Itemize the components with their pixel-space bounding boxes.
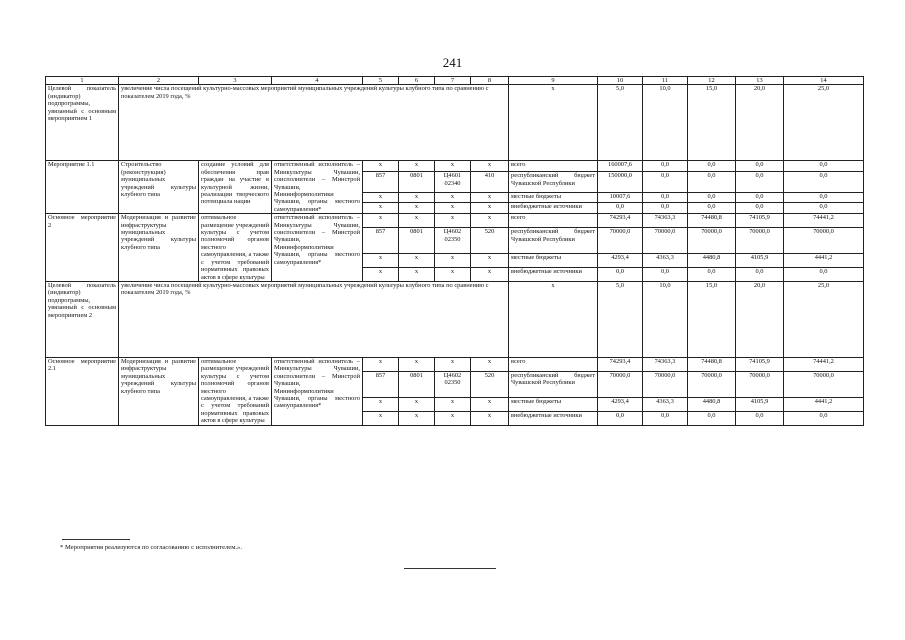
indicator-row xyxy=(46,281,864,357)
funding-value: 0,0 xyxy=(598,268,643,282)
column-number: 13 xyxy=(736,77,784,85)
funding-value: 0,0 xyxy=(736,411,784,425)
funding-value: 0,0 xyxy=(643,172,688,192)
section-code: х xyxy=(399,397,435,411)
target-article-code: х xyxy=(435,357,471,371)
funding-value: 0,0 xyxy=(643,192,688,203)
funding-value: 70000,0 xyxy=(736,371,784,397)
column-number: 4 xyxy=(272,77,363,85)
funding-value: 0,0 xyxy=(688,411,736,425)
grbs-code: х xyxy=(363,411,399,425)
funding-source: внебюджетные источники xyxy=(509,203,598,214)
section-code: х xyxy=(399,161,435,172)
column-number: 7 xyxy=(435,77,471,85)
indicator-row-1 xyxy=(46,85,864,161)
activity-row xyxy=(46,161,864,172)
activity-goal: оптимальное размещение учреждений культуры с учетом полномочий органов местного самоуправления, а также с учетом требований нормативных правовых актов в сфере культуры xyxy=(199,357,272,425)
funding-value: 0,0 xyxy=(688,161,736,172)
funding-source: местные бюджеты xyxy=(509,254,598,268)
funding-value: 4105,9 xyxy=(736,254,784,268)
funding-value: 150000,0 xyxy=(598,172,643,192)
target-article-code: х xyxy=(435,397,471,411)
funding-value: 74363,3 xyxy=(643,214,688,228)
indicator-source: х xyxy=(509,281,598,357)
funding-value: 0,0 xyxy=(784,192,864,203)
indicator-value: 25,0 xyxy=(784,281,864,357)
funding-value: 4480,8 xyxy=(688,397,736,411)
column-number: 10 xyxy=(598,77,643,85)
funding-value: 0,0 xyxy=(784,203,864,214)
expense-type-code: 520 xyxy=(471,228,509,254)
funding-value: 4363,3 xyxy=(643,397,688,411)
funding-value: 74105,9 xyxy=(736,357,784,371)
target-article-code: Ц4601 02340 xyxy=(435,172,471,192)
column-number: 14 xyxy=(784,77,864,85)
funding-value: 0,0 xyxy=(736,161,784,172)
section-code: х xyxy=(399,214,435,228)
funding-value: 0,0 xyxy=(643,203,688,214)
funding-value: 4105,9 xyxy=(736,397,784,411)
indicator-value: 20,0 xyxy=(736,281,784,357)
funding-value: 4363,3 xyxy=(643,254,688,268)
expense-type-code: х xyxy=(471,357,509,371)
funding-value: 70000,0 xyxy=(688,228,736,254)
funding-source: местные бюджеты xyxy=(509,192,598,203)
activity-description: Модернизация и развитие инфраструктуры муниципальных учреждений культуры клубного типа xyxy=(119,357,199,425)
funding-source: республиканский бюджет Чувашской Республики xyxy=(509,371,598,397)
indicator-value: 10,0 xyxy=(643,281,688,357)
grbs-code: х xyxy=(363,192,399,203)
funding-value: 0,0 xyxy=(598,411,643,425)
expense-type-code: х xyxy=(471,411,509,425)
activity-goal: создание условий для обеспечения прав граждан на участие в культурной жизни, реализации творческого потенциала нации xyxy=(199,161,272,214)
column-number: 11 xyxy=(643,77,688,85)
funding-value: 70000,0 xyxy=(688,371,736,397)
funding-value: 4293,4 xyxy=(598,254,643,268)
funding-value: 74363,3 xyxy=(643,357,688,371)
funding-value: 0,0 xyxy=(688,268,736,282)
section-code: х xyxy=(399,203,435,214)
activity-executor: ответственный исполнитель – Минкультуры Чувашии, соисполнители – Минстрой Чувашии, Мининформполитики Чувашии, органы местного самоуправления* xyxy=(272,161,363,214)
funding-source: внебюджетные источники xyxy=(509,268,598,282)
funding-value: 0,0 xyxy=(643,161,688,172)
target-article-code: х xyxy=(435,411,471,425)
activity-executor: ответственный исполнитель – Минкультуры Чувашии, соисполнители – Минстрой Чувашии, Мининформполитики Чувашии, органы местного самоуправления* xyxy=(272,214,363,282)
column-number: 2 xyxy=(119,77,199,85)
expense-type-code: 410 xyxy=(471,172,509,192)
target-article-code: х xyxy=(435,268,471,282)
indicator-label: Целевой показатель (индикатор) подпрограммы, увязанный с основным мероприятием 2 xyxy=(46,281,119,357)
expense-type-code: 520 xyxy=(471,371,509,397)
expense-type-code: х xyxy=(471,203,509,214)
indicator-value: 5,0 xyxy=(598,281,643,357)
indicator-text: увеличение числа посещений культурно-массовых мероприятий муниципальных учреждений культуры клубного типа по сравнению с показателем 2019 года, % xyxy=(119,281,509,357)
funding-value: 0,0 xyxy=(736,268,784,282)
grbs-code: х xyxy=(363,397,399,411)
funding-value: 160007,6 xyxy=(598,161,643,172)
funding-value: 4480,8 xyxy=(688,254,736,268)
column-number: 9 xyxy=(509,77,598,85)
column-number: 1 xyxy=(46,77,119,85)
grbs-code: 857 xyxy=(363,371,399,397)
column-number: 6 xyxy=(399,77,435,85)
funding-source: местные бюджеты xyxy=(509,397,598,411)
activity-name: Основное мероприятие 2.1 xyxy=(46,357,119,425)
activity-executor: ответственный исполнитель – Минкультуры Чувашии, соисполнители – Минстрой Чувашии, Мининформполитики Чувашии, органы местного самоуправления* xyxy=(272,357,363,425)
expense-type-code: х xyxy=(471,192,509,203)
funding-value: 0,0 xyxy=(643,411,688,425)
funding-value: 74441,2 xyxy=(784,214,864,228)
funding-value: 70000,0 xyxy=(784,371,864,397)
end-rule xyxy=(404,568,496,569)
target-article-code: х xyxy=(435,161,471,172)
target-article-code: х xyxy=(435,203,471,214)
funding-value: 0,0 xyxy=(598,203,643,214)
section-code: 0801 xyxy=(399,228,435,254)
target-article-code: Ц4602 02350 xyxy=(435,228,471,254)
funding-value: 0,0 xyxy=(643,268,688,282)
indicator-value: 5,0 xyxy=(598,85,643,161)
indicator-source: х xyxy=(509,85,598,161)
indicator-value: 20,0 xyxy=(736,85,784,161)
activity-name: Основное мероприятие 2 xyxy=(46,214,119,282)
activity-name: Мероприятие 1.1 xyxy=(46,161,119,214)
section-code: х xyxy=(399,192,435,203)
column-number-row xyxy=(46,77,864,85)
grbs-code: х xyxy=(363,357,399,371)
indicator-value: 15,0 xyxy=(688,281,736,357)
indicator-label: Целевой показатель (индикатор) подпрограммы, увязанный с основным мероприятием 1 xyxy=(46,85,119,161)
expense-type-code: х xyxy=(471,268,509,282)
funding-value: 74441,2 xyxy=(784,357,864,371)
funding-value: 70000,0 xyxy=(643,371,688,397)
funding-value: 0,0 xyxy=(784,268,864,282)
grbs-code: х xyxy=(363,161,399,172)
funding-value: 0,0 xyxy=(688,192,736,203)
column-number: 12 xyxy=(688,77,736,85)
column-number: 8 xyxy=(471,77,509,85)
column-number: 3 xyxy=(199,77,272,85)
funding-value: 0,0 xyxy=(784,411,864,425)
activity-goal: оптимальное размещение учреждений культуры с учетом полномочий органов местного самоуправления, а также с учетом требований нормативных правовых актов в сфере культуры xyxy=(199,214,272,282)
section-code: х xyxy=(399,411,435,425)
funding-value: 0,0 xyxy=(688,203,736,214)
column-number: 5 xyxy=(363,77,399,85)
expense-type-code: х xyxy=(471,214,509,228)
page-number: 241 xyxy=(442,55,463,70)
funding-source: республиканский бюджет Чувашской Республики xyxy=(509,228,598,254)
funding-value: 74480,8 xyxy=(688,214,736,228)
funding-value: 70000,0 xyxy=(736,228,784,254)
indicator-text: увеличение числа посещений культурно-массовых мероприятий муниципальных учреждений культуры клубного типа по сравнению с показателем 2019 года, % xyxy=(119,85,509,161)
target-article-code: х xyxy=(435,214,471,228)
expense-type-code: х xyxy=(471,254,509,268)
funding-value: 70000,0 xyxy=(643,228,688,254)
section-code: 0801 xyxy=(399,371,435,397)
activity-description: Строительство (реконструкция) муниципальных учреждений культуры клубного типа xyxy=(119,161,199,214)
indicator-value: 15,0 xyxy=(688,85,736,161)
grbs-code: х xyxy=(363,268,399,282)
grbs-code: 857 xyxy=(363,172,399,192)
funding-source: всего xyxy=(509,214,598,228)
target-article-code: Ц4602 02350 xyxy=(435,371,471,397)
program-budget-table xyxy=(45,76,864,426)
indicator-value: 25,0 xyxy=(784,85,864,161)
funding-value: 74293,4 xyxy=(598,214,643,228)
funding-value: 74293,4 xyxy=(598,357,643,371)
indicator-value: 10,0 xyxy=(643,85,688,161)
funding-value: 74105,9 xyxy=(736,214,784,228)
funding-source: всего xyxy=(509,161,598,172)
footnote-rule xyxy=(62,539,130,540)
funding-value: 74480,8 xyxy=(688,357,736,371)
funding-value: 4293,4 xyxy=(598,397,643,411)
funding-value: 0,0 xyxy=(784,161,864,172)
expense-type-code: х xyxy=(471,397,509,411)
grbs-code: х xyxy=(363,203,399,214)
funding-value: 0,0 xyxy=(736,192,784,203)
funding-value: 10007,6 xyxy=(598,192,643,203)
funding-value: 0,0 xyxy=(736,203,784,214)
section-code: 0801 xyxy=(399,172,435,192)
grbs-code: х xyxy=(363,254,399,268)
section-code: х xyxy=(399,254,435,268)
section-code: х xyxy=(399,268,435,282)
funding-value: 0,0 xyxy=(736,172,784,192)
funding-value: 4441,2 xyxy=(784,397,864,411)
funding-source: всего xyxy=(509,357,598,371)
funding-source: внебюджетные источники xyxy=(509,411,598,425)
funding-value: 70000,0 xyxy=(784,228,864,254)
funding-value: 0,0 xyxy=(688,172,736,192)
activity-row xyxy=(46,357,864,371)
funding-source: республиканский бюджет Чувашской Республики xyxy=(509,172,598,192)
grbs-code: 857 xyxy=(363,228,399,254)
funding-value: 70000,0 xyxy=(598,371,643,397)
footnote: * Мероприятия реализуются по согласованию с исполнителем.». xyxy=(60,544,243,551)
funding-value: 4441,2 xyxy=(784,254,864,268)
target-article-code: х xyxy=(435,192,471,203)
grbs-code: х xyxy=(363,214,399,228)
funding-value: 0,0 xyxy=(784,172,864,192)
activity-description: Модернизация и развитие инфраструктуры муниципальных учреждений культуры клубного типа xyxy=(119,214,199,282)
activity-row xyxy=(46,214,864,228)
funding-value: 70000,0 xyxy=(598,228,643,254)
section-code: х xyxy=(399,357,435,371)
expense-type-code: х xyxy=(471,161,509,172)
target-article-code: х xyxy=(435,254,471,268)
